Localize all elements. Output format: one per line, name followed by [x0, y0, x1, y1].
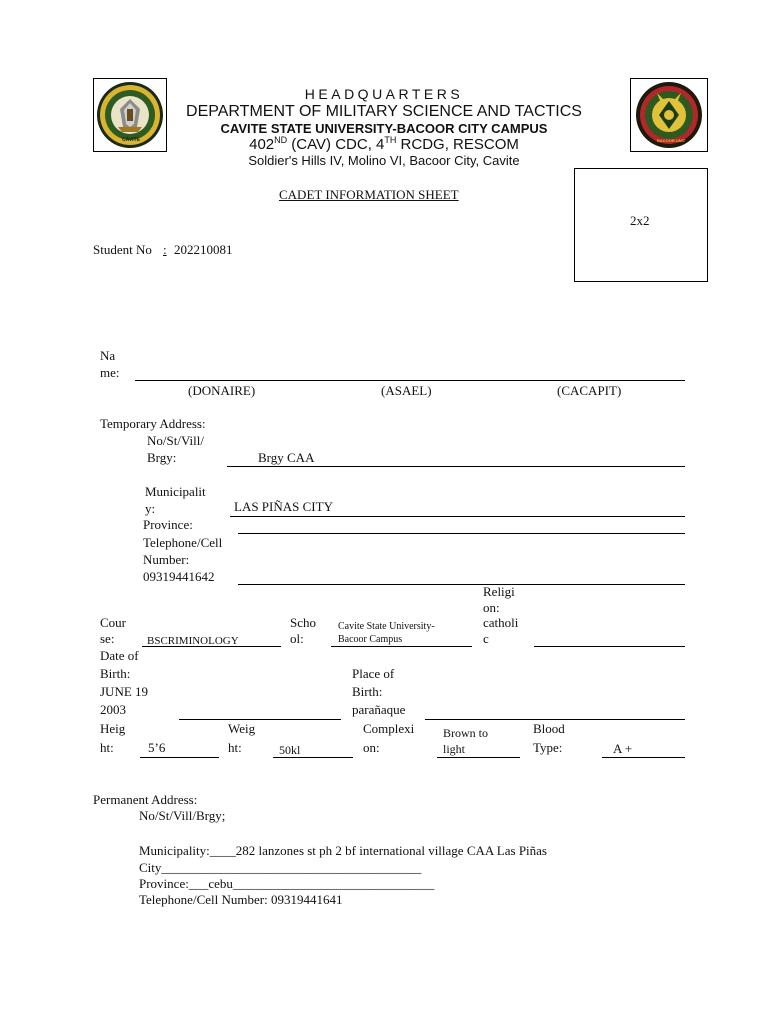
no-st-value[interactable]: Brgy CAA	[258, 450, 315, 465]
form-title: CADET INFORMATION SHEET	[279, 187, 459, 202]
weight-value[interactable]: 50kl	[279, 743, 301, 757]
header-unit-sup2: TH	[384, 135, 397, 145]
dob-label-1: Date of	[100, 648, 139, 663]
complexion-value-2[interactable]: light	[443, 742, 466, 756]
dob-label-2: Birth:	[100, 666, 131, 681]
complexion-line[interactable]	[437, 757, 520, 758]
student-no-value[interactable]: 202210081	[174, 242, 233, 257]
dob-line[interactable]	[179, 719, 341, 720]
telephone-line[interactable]	[238, 584, 685, 585]
firstname: (ASAEL)	[381, 383, 432, 398]
no-st-line[interactable]	[227, 466, 685, 467]
municipality-label-2: y:	[145, 501, 156, 516]
height-value[interactable]: 5’6	[148, 740, 166, 755]
height-label-1: Heig	[100, 721, 126, 736]
course-label-1: Cour	[100, 615, 126, 630]
header-address: Soldier's Hills IV, Molino VI, Bacoor City, Cavite	[248, 153, 520, 168]
no-st-label-2: Brgy:	[147, 450, 177, 465]
header-unit-sup1: ND	[274, 135, 288, 145]
right-logo-bottom-text: BACOOR UNIT	[657, 138, 686, 143]
header-unit	[0, 135, 768, 153]
perm-no-st[interactable]: No/St/Vill/Brgy;	[139, 808, 226, 823]
weight-label-1: Weig	[228, 721, 256, 736]
municipality-value[interactable]: LAS PIÑAS CITY	[234, 499, 333, 514]
photo-box[interactable]	[574, 168, 708, 282]
dob-value-1[interactable]: JUNE 19	[100, 684, 149, 699]
complexion-value-1[interactable]: Brown to	[443, 726, 488, 740]
name-line[interactable]	[135, 380, 685, 381]
school-line[interactable]	[331, 646, 472, 647]
school-value-1[interactable]: Cavite State University-	[338, 621, 435, 632]
religion-line[interactable]	[534, 646, 685, 647]
course-label-2: se:	[100, 631, 115, 646]
weight-line[interactable]	[273, 757, 353, 758]
height-line[interactable]	[140, 757, 219, 758]
temp-address-label: Temporary Address:	[100, 416, 206, 431]
religion-value-2[interactable]: c	[483, 631, 489, 646]
weight-label-2: ht:	[228, 740, 242, 755]
complexion-label-1: Complexi	[363, 721, 415, 736]
perm-address-label: Permanent Address:	[93, 792, 198, 807]
height-label-2: ht:	[100, 740, 114, 755]
student-no-colon: :	[163, 242, 167, 257]
left-logo-bottom-text: CAVITE	[122, 137, 140, 143]
course-line[interactable]	[142, 646, 281, 647]
blood-label-1: Blood	[533, 721, 565, 736]
perm-province[interactable]: Province:___cebu_______________________________	[139, 876, 435, 891]
dob-value-2[interactable]: 2003	[100, 702, 126, 717]
perm-municipality-2[interactable]: City________________________________________	[139, 860, 422, 875]
photo-label: 2x2	[630, 213, 650, 228]
municipality-line[interactable]	[230, 516, 685, 517]
perm-municipality-1[interactable]: Municipality:____282 lanzones st ph 2 bf international village CAA Las Piñas	[139, 843, 547, 858]
pob-label-2: Birth:	[352, 684, 383, 699]
pob-value[interactable]: parañaque	[352, 702, 406, 717]
school-label-1: Scho	[290, 615, 316, 630]
name-label-1: Na	[100, 348, 116, 363]
name-label-2: me:	[100, 365, 120, 380]
province-line[interactable]	[238, 533, 685, 534]
student-no-label: Student No	[93, 242, 152, 257]
province-label: Province:	[143, 517, 193, 532]
blood-line[interactable]	[602, 757, 685, 758]
telephone-label-2: Number:	[143, 552, 190, 567]
no-st-label-1: No/St/Vill/	[147, 433, 205, 448]
complexion-label-2: on:	[363, 740, 380, 755]
blood-value[interactable]: A +	[613, 741, 633, 756]
surname: (DONAIRE)	[188, 383, 256, 398]
pob-label-1: Place of	[352, 666, 395, 681]
blood-label-2: Type:	[533, 740, 563, 755]
telephone-label-1: Telephone/Cell	[143, 535, 223, 550]
header-unit-b: (CAV) CDC, 4	[287, 136, 385, 153]
school-label-2: ol:	[290, 631, 304, 646]
header-unit-c: RCDG, RESCOM	[396, 136, 519, 153]
header-university: CAVITE STATE UNIVERSITY-BACOOR CITY CAMPUS	[220, 121, 548, 136]
religion-label-2: on:	[483, 600, 500, 615]
header-unit-a: 402	[249, 136, 275, 153]
religion-label-1: Religi	[483, 584, 515, 599]
header-department: DEPARTMENT OF MILITARY SCIENCE AND TACTICS	[186, 103, 582, 120]
course-value[interactable]: BSCRIMINOLOGY	[147, 635, 239, 647]
header-headquarters: HEADQUARTERS	[304, 86, 464, 102]
religion-value-1[interactable]: catholi	[483, 615, 519, 630]
telephone-value[interactable]: 09319441642	[143, 569, 215, 584]
perm-telephone[interactable]: Telephone/Cell Number: 09319441641	[139, 892, 343, 907]
municipality-label-1: Municipalit	[145, 484, 206, 499]
middlename: (CACAPIT)	[557, 383, 622, 398]
school-value-2[interactable]: Bacoor Campus	[338, 634, 403, 645]
